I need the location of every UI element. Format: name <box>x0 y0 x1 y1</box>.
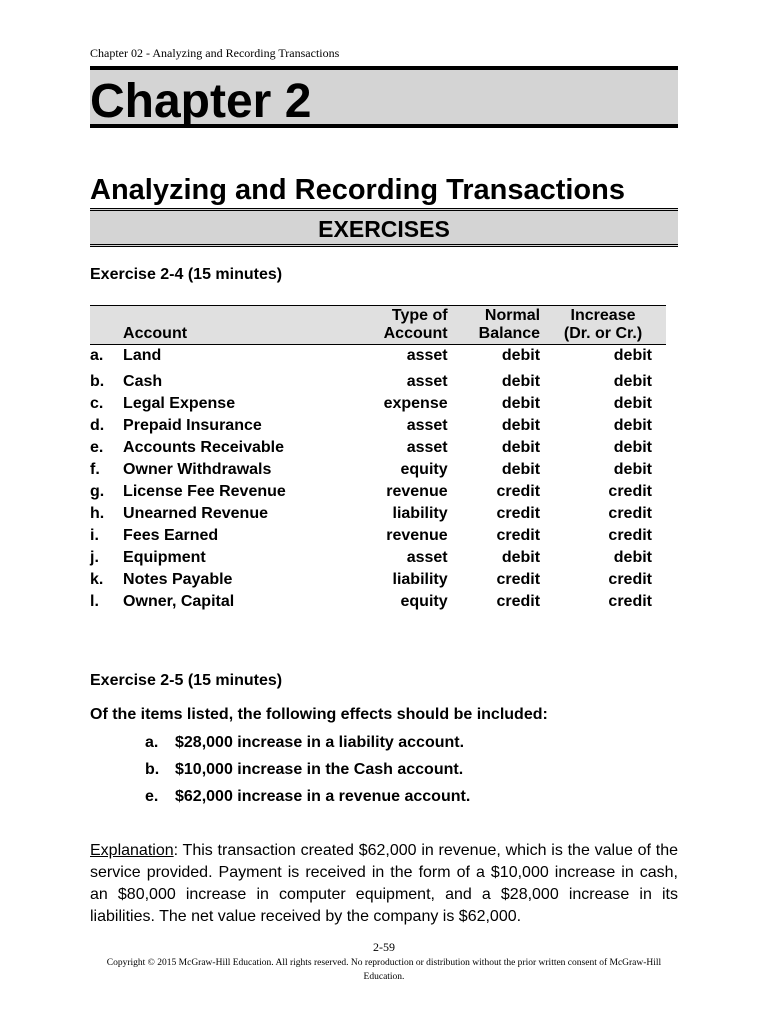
row-normal-balance: debit <box>501 461 541 478</box>
row-account: License Fee Revenue <box>123 483 286 500</box>
row-normal-balance: credit <box>496 505 541 522</box>
row-increase: debit <box>613 549 652 566</box>
row-type: liability <box>392 571 448 588</box>
running-head: Chapter 02 - Analyzing and Recording Transactions <box>90 46 340 60</box>
row-account: Owner, Capital <box>123 593 235 610</box>
list-item <box>145 732 470 759</box>
header-increase-line1: Increase <box>570 307 636 324</box>
list-item-letter: b. <box>145 761 160 778</box>
row-type: asset <box>406 373 448 390</box>
header-letter <box>90 306 123 345</box>
row-account: Equipment <box>123 549 206 566</box>
page-number: 2-59 <box>373 940 395 954</box>
effects-list <box>145 732 470 813</box>
row-letter: d. <box>90 417 105 434</box>
header-normal-line2: Balance <box>478 325 541 342</box>
exercise-2-5-intro: Of the items listed, the following effects should be included: <box>90 706 548 723</box>
list-item-letter: e. <box>145 788 159 805</box>
table-row <box>90 569 666 591</box>
row-letter: a. <box>90 347 104 364</box>
row-letter: g. <box>90 483 105 500</box>
table-row <box>90 393 666 415</box>
list-item <box>145 786 470 813</box>
row-letter: e. <box>90 439 104 456</box>
list-item-text: $28,000 increase in a liability account. <box>175 734 465 751</box>
exercise-2-5-heading: Exercise 2-5 (15 minutes) <box>90 672 283 689</box>
explanation-text: : This transaction created $62,000 in revenue, which is the value of the service provided. Payment is received in the form of a $10,000 increase in cash, an $80,000 increase in computer equipment, and a $28,000 increase in its liabilities. The net value received by the company is $62,000. <box>90 842 678 925</box>
header-normal <box>448 306 540 345</box>
table-row <box>90 437 666 459</box>
header-increase-line2: (Dr. or Cr.) <box>563 325 643 342</box>
row-increase: credit <box>608 571 652 588</box>
row-type: revenue <box>386 483 448 500</box>
header-type <box>337 306 448 345</box>
table-row <box>90 481 666 503</box>
row-account: Notes Payable <box>123 571 233 588</box>
row-account: Land <box>123 347 162 364</box>
row-normal-balance: debit <box>501 439 541 456</box>
row-letter: b. <box>90 373 105 390</box>
row-letter: l. <box>90 593 99 610</box>
row-type: revenue <box>386 527 448 544</box>
account-table <box>90 305 666 613</box>
row-type: expense <box>383 395 448 412</box>
row-account: Legal Expense <box>123 395 236 412</box>
table-row <box>90 415 666 437</box>
row-increase: debit <box>613 373 652 390</box>
row-letter: k. <box>90 571 104 588</box>
row-letter: c. <box>90 395 104 412</box>
chapter-band <box>90 66 678 128</box>
row-type: liability <box>392 505 448 522</box>
header-type-line1: Type of <box>391 307 448 324</box>
row-normal-balance: debit <box>501 395 541 412</box>
row-increase: credit <box>608 505 652 522</box>
row-normal-balance: debit <box>501 373 541 390</box>
row-letter: j. <box>90 549 99 566</box>
row-type: equity <box>400 461 448 478</box>
row-account: Unearned Revenue <box>123 505 268 522</box>
row-normal-balance: debit <box>501 549 541 566</box>
section-title: Analyzing and Recording Transactions <box>90 174 625 206</box>
row-increase: debit <box>613 439 652 456</box>
table-row <box>90 345 666 372</box>
row-account: Accounts Receivable <box>123 439 284 456</box>
table-row <box>90 525 666 547</box>
row-increase: credit <box>608 593 652 610</box>
row-increase: debit <box>613 395 652 412</box>
row-increase: debit <box>613 347 652 364</box>
row-normal-balance: debit <box>501 417 541 434</box>
row-normal-balance: credit <box>496 483 541 500</box>
row-account: Owner Withdrawals <box>123 461 272 478</box>
row-account: Prepaid Insurance <box>123 417 262 434</box>
row-type: asset <box>406 549 448 566</box>
explanation-label: Explanation <box>90 842 174 859</box>
row-increase: debit <box>613 461 652 478</box>
chapter-title: Chapter 2 <box>90 75 312 128</box>
row-letter: h. <box>90 505 105 522</box>
table-row <box>90 459 666 481</box>
list-item-text: $10,000 increase in the Cash account. <box>175 761 464 778</box>
header-increase <box>540 306 666 345</box>
row-increase: debit <box>613 417 652 434</box>
row-type: asset <box>406 347 448 364</box>
row-account: Cash <box>123 373 163 390</box>
exercises-band: EXERCISES <box>90 208 678 247</box>
copyright-notice: Copyright © 2015 McGraw-Hill Education. All rights reserved. No reproduction or distribution without the prior written consent of McGraw-Hill Education. <box>106 958 662 982</box>
table-row <box>90 503 666 525</box>
list-item-letter: a. <box>145 734 159 751</box>
header-normal-line1: Normal <box>484 307 541 324</box>
table-row <box>90 591 666 613</box>
table-row <box>90 371 666 393</box>
row-account: Fees Earned <box>123 527 219 544</box>
table-body <box>90 345 666 614</box>
list-item-text: $62,000 increase in a revenue account. <box>175 788 471 805</box>
table-row <box>90 547 666 569</box>
list-item <box>145 759 470 786</box>
row-letter: i. <box>90 527 99 544</box>
row-normal-balance: credit <box>496 593 541 610</box>
row-type: equity <box>400 593 448 610</box>
header-type-line2: Account <box>383 325 448 342</box>
row-normal-balance: credit <box>496 571 541 588</box>
header-account: Account <box>123 306 337 345</box>
row-type: asset <box>406 439 448 456</box>
exercise-2-4-heading: Exercise 2-4 (15 minutes) <box>90 266 283 283</box>
explanation-paragraph <box>90 840 678 928</box>
row-increase: credit <box>608 483 652 500</box>
row-normal-balance: credit <box>496 527 541 544</box>
table-header-row <box>90 306 666 345</box>
row-increase: credit <box>608 527 652 544</box>
row-normal-balance: debit <box>501 347 541 364</box>
row-letter: f. <box>90 461 100 478</box>
row-type: asset <box>406 417 448 434</box>
